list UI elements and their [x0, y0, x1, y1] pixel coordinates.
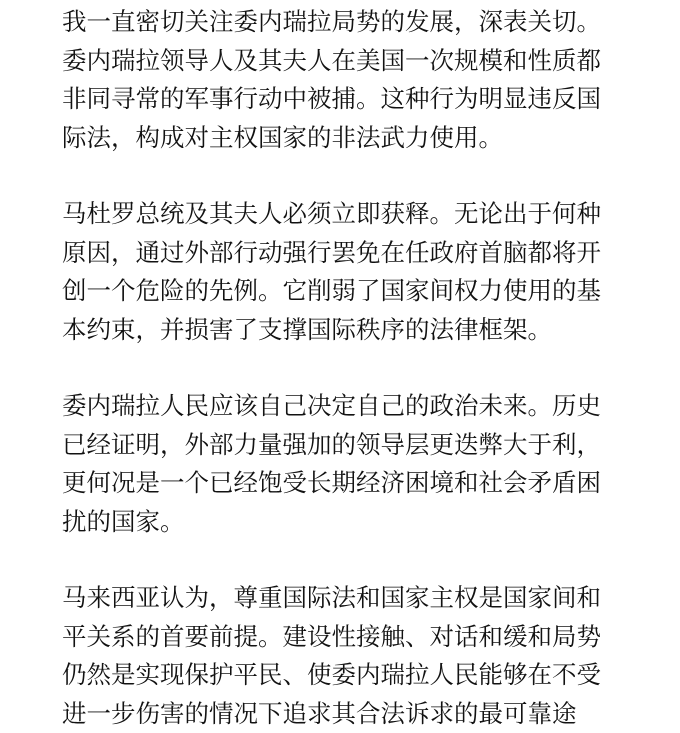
text-line: 本约束，并损害了支撑国际秩序的法律框架。 [62, 311, 662, 350]
paragraph-spacer [62, 541, 662, 579]
document-body [62, 0, 662, 733]
text-line: 马来西亚认为，尊重国际法和国家主权是国家间和 [62, 579, 662, 618]
text-line: 委内瑞拉人民应该自己决定自己的政治未来。历史 [62, 387, 662, 426]
paragraph-2 [62, 195, 662, 349]
text-line: 更何况是一个已经饱受长期经济困境和社会矛盾困 [62, 464, 662, 503]
text-line: 委内瑞拉领导人及其夫人在美国一次规模和性质都 [62, 42, 662, 81]
text-line: 我一直密切关注委内瑞拉局势的发展，深表关切。 [62, 3, 662, 42]
text-line: 原因，通过外部行动强行罢免在任政府首脑都将开 [62, 234, 662, 273]
paragraph-1 [62, 0, 662, 157]
text-line: 创一个危险的先例。它削弱了国家间权力使用的基 [62, 272, 662, 311]
paragraph-4 [62, 579, 662, 733]
text-line: 非同寻常的军事行动中被捕。这种行为明显违反国 [62, 80, 662, 119]
text-line: 进一步伤害的情况下追求其合法诉求的最可靠途 [62, 695, 662, 733]
text-line: 平关系的首要前提。建设性接触、对话和缓和局势 [62, 618, 662, 657]
text-line: 已经证明，外部力量强加的领导层更迭弊大于利， [62, 426, 662, 465]
text-line: 际法，构成对主权国家的非法武力使用。 [62, 119, 662, 158]
paragraph-spacer [62, 157, 662, 195]
paragraph-3 [62, 387, 662, 541]
paragraph-spacer [62, 349, 662, 387]
text-line: 仍然是实现保护平民、使委内瑞拉人民能够在不受 [62, 656, 662, 695]
text-line: 马杜罗总统及其夫人必须立即获释。无论出于何种 [62, 195, 662, 234]
text-line: 扰的国家。 [62, 503, 662, 542]
